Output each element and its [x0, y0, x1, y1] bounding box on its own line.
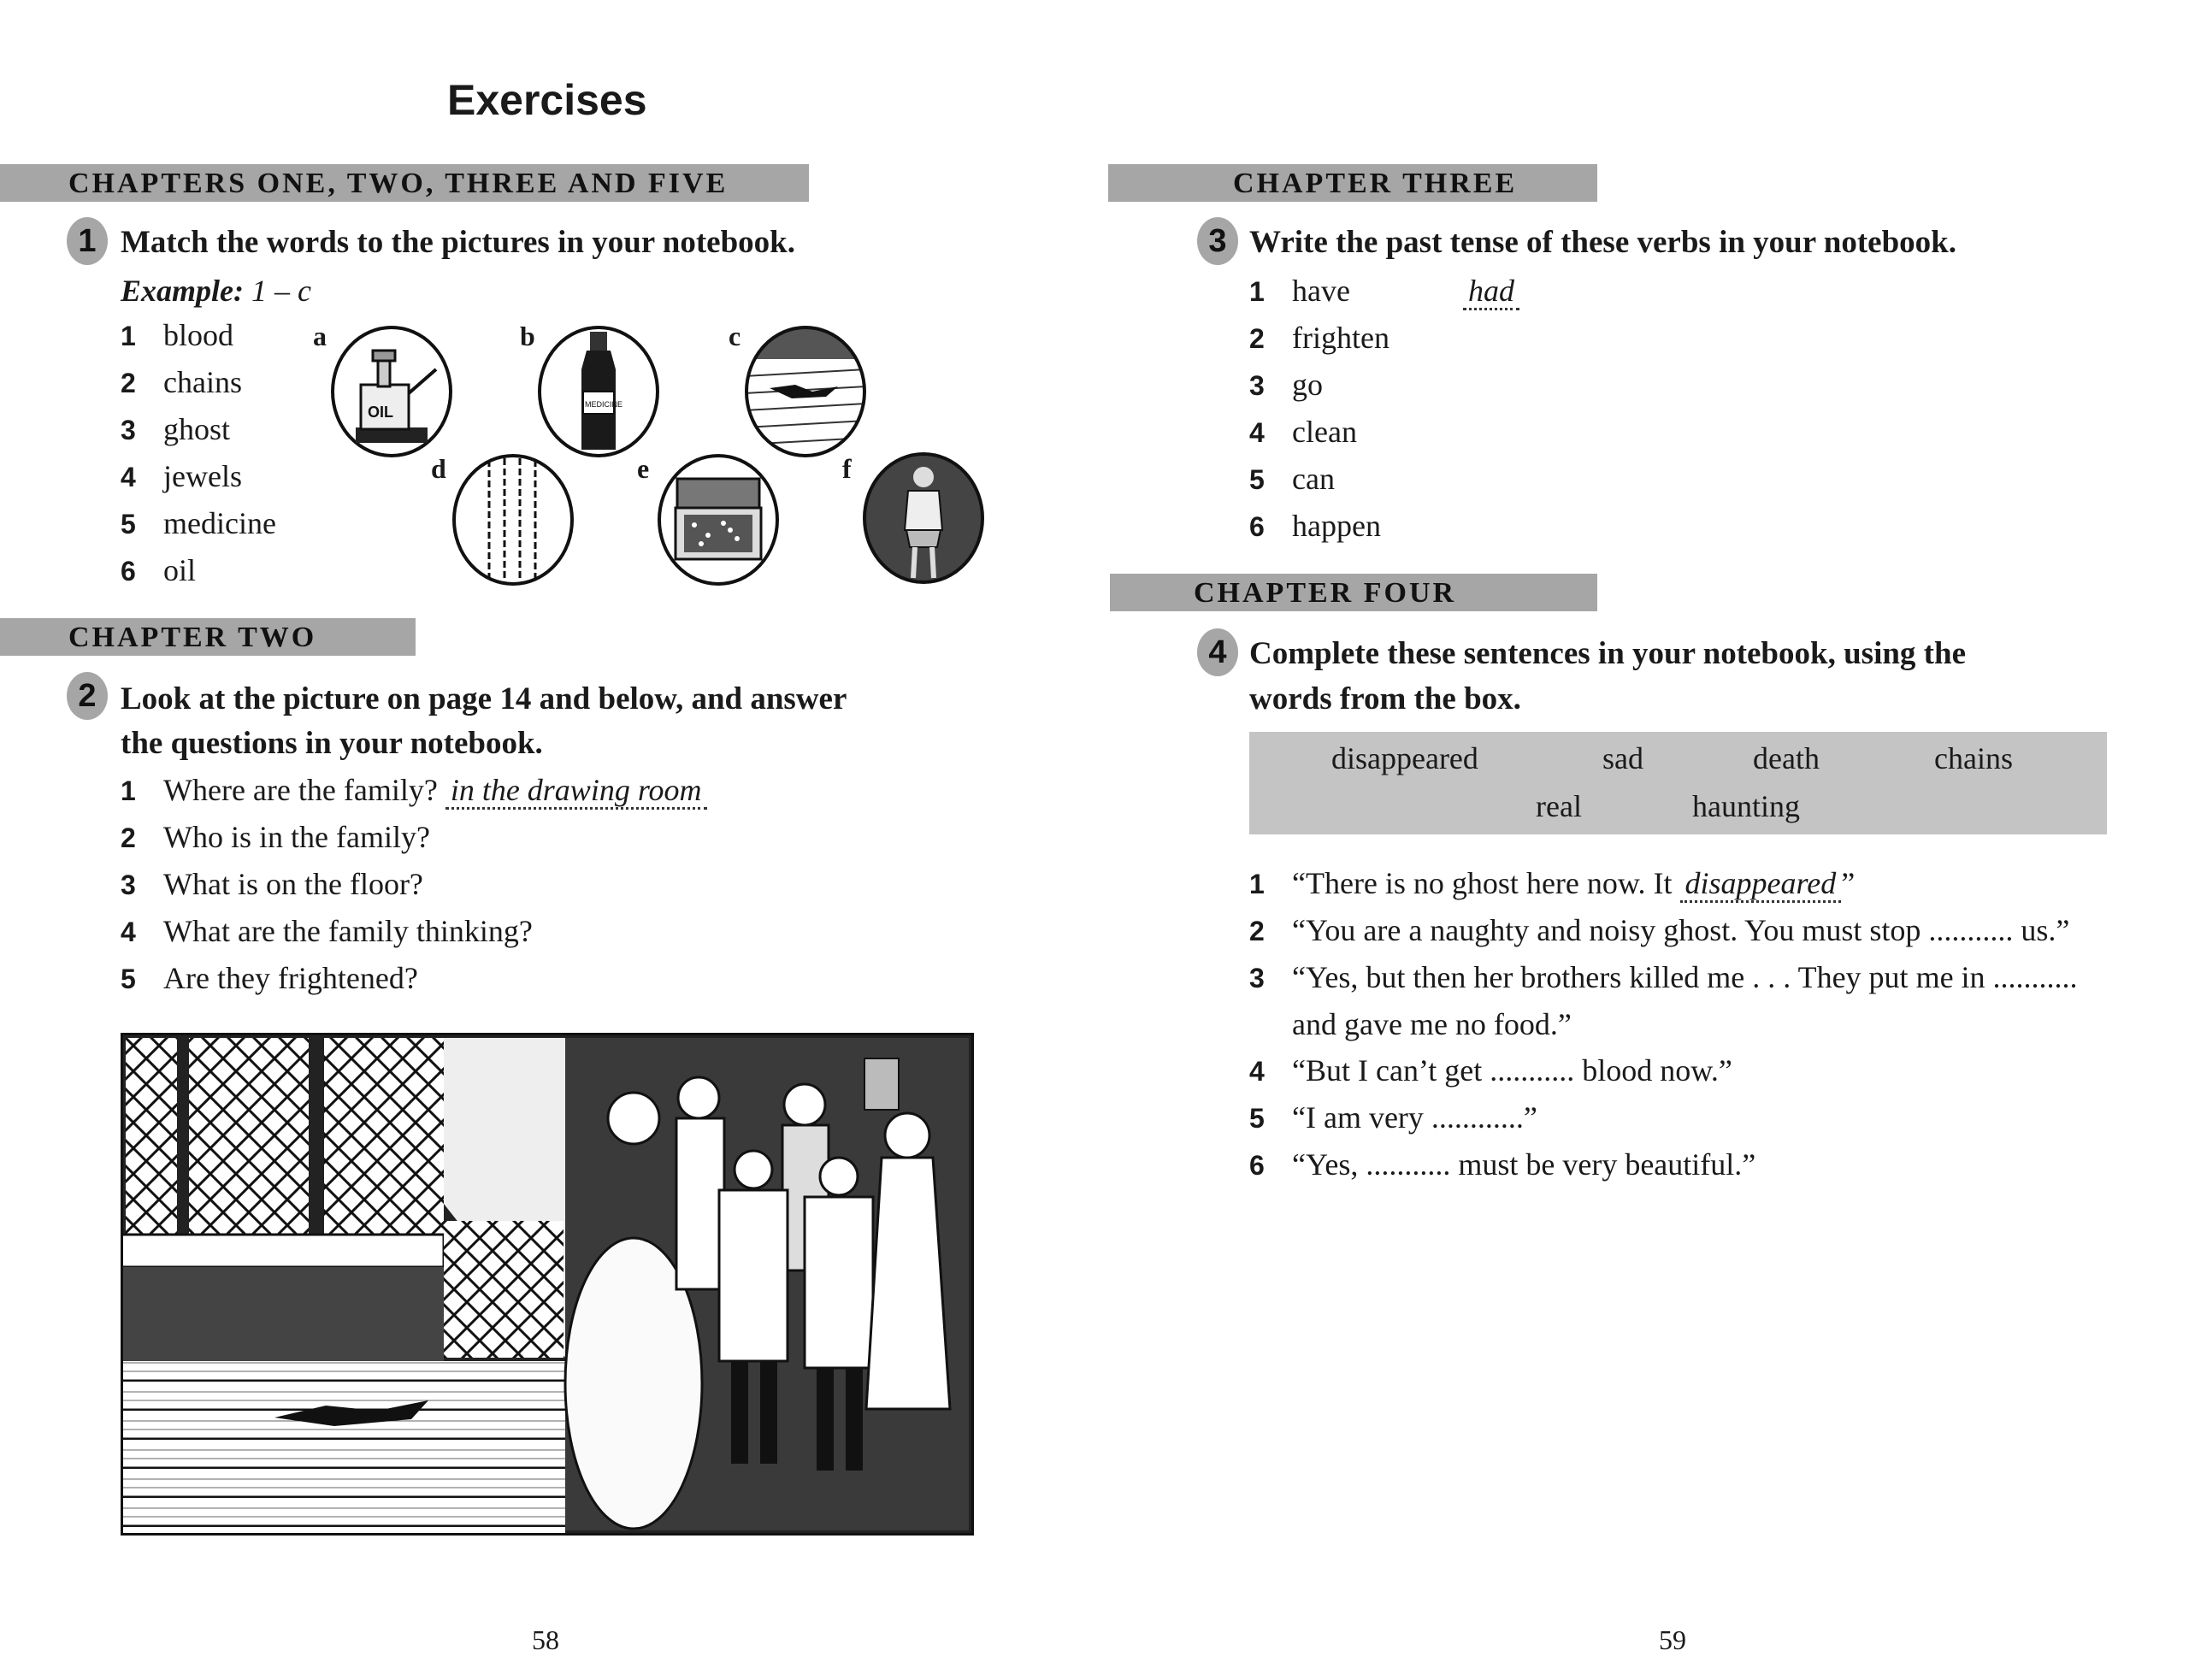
list-item: 2 “You are a naughty and noisy ghost. You must stop ........... us.” — [1249, 913, 2070, 947]
section-band-label: CHAPTERS ONE, TWO, THREE AND FIVE — [68, 168, 729, 199]
list-item: 5 “I am very ............” — [1249, 1100, 1537, 1135]
list-item: 3 What is on the floor? — [121, 867, 423, 901]
section-band-chapter-four — [1110, 574, 1597, 611]
box-word: death — [1753, 741, 1820, 775]
exercise-number-badge: 3 — [1197, 217, 1238, 265]
section-band-label: CHAPTER THREE — [1233, 168, 1518, 199]
oil-can-picture — [330, 325, 453, 458]
exercise-number-badge: 1 — [67, 217, 108, 265]
box-word: haunting — [1692, 789, 1800, 823]
list-item: 1 Where are the family? in the drawing room — [121, 767, 707, 814]
section-band-chapters-1235 — [0, 164, 809, 202]
example-label: Example: — [121, 274, 244, 308]
blood-stain-picture — [744, 325, 867, 458]
section-band-chapter-three — [1108, 164, 1597, 202]
word-list — [121, 312, 276, 594]
picture-label-d: d — [431, 453, 446, 484]
page-number-right: 59 — [1659, 1624, 1686, 1655]
sentence-list — [1249, 860, 2078, 1188]
answer-example: disappeared — [1680, 866, 1842, 903]
list-item: 4 jewels — [121, 459, 242, 493]
list-item: 1 blood — [121, 318, 234, 352]
exercise-instruction: Write the past tense of these verbs in your notebook. — [1249, 225, 1956, 260]
list-item: 3 “Yes, but then her brothers killed me . . . They put me in ........... — [1249, 960, 2078, 994]
exercise-instruction-line: the questions in your notebook. — [121, 726, 543, 761]
section-band-label: CHAPTER FOUR — [1194, 577, 1457, 609]
list-item: 5 medicine — [121, 506, 276, 540]
chains-picture — [451, 453, 575, 587]
word-box — [1249, 732, 2107, 834]
exercise-number-badge: 2 — [67, 672, 108, 720]
page-number-left: 58 — [532, 1624, 559, 1655]
exercise-instruction: Match the words to the pictures in your notebook. — [121, 225, 795, 260]
list-item: 4 “But I can’t get ........... blood now.” — [1249, 1053, 1732, 1088]
example-value: 1 – c — [251, 274, 311, 308]
ghost-picture — [862, 451, 985, 585]
box-word: sad — [1602, 741, 1643, 775]
box-word: chains — [1934, 741, 2013, 775]
picture-label-b: b — [520, 321, 535, 351]
exercise-instruction-line: words from the box. — [1249, 681, 1521, 716]
example-line — [121, 268, 311, 314]
exercise-number-badge: 4 — [1197, 628, 1238, 676]
medicine-bottle-picture — [537, 325, 660, 458]
list-item: 5 can — [1249, 462, 1335, 496]
list-item: 4 clean — [1249, 415, 1357, 449]
answer-example: in the drawing room — [445, 773, 707, 810]
list-item: 1 have had — [1249, 268, 1519, 315]
exercise-instruction-line: Complete these sentences in your notebook, using the — [1249, 636, 1966, 671]
list-item: 3 ghost — [121, 412, 231, 446]
medicine-label-text: MEDICINE — [585, 400, 623, 409]
list-item: 2 Who is in the family? — [121, 820, 430, 854]
family-illustration — [121, 1033, 974, 1536]
box-word: real — [1536, 789, 1582, 823]
section-band-label: CHAPTER TWO — [68, 622, 317, 653]
oil-label-text: OIL — [368, 404, 393, 421]
list-item: 4 What are the family thinking? — [121, 914, 533, 948]
list-item: 2 chains — [121, 365, 242, 399]
picture-label-f: f — [842, 453, 852, 484]
picture-label-a: a — [313, 321, 327, 351]
box-word: disappeared — [1331, 741, 1478, 775]
section-band-chapter-two — [0, 618, 416, 656]
picture-label-e: e — [637, 453, 650, 484]
page-title: Exercises — [447, 76, 647, 124]
list-item: 6 happen — [1249, 509, 1381, 543]
list-item: 1 “There is no ghost here now. It disappeared ” — [1249, 860, 2078, 907]
list-item: 6 oil — [121, 553, 197, 587]
picture-label-c: c — [729, 321, 741, 351]
list-item: 6 “Yes, ........... must be very beautiful.” — [1249, 1147, 1756, 1182]
question-list — [121, 767, 707, 1002]
exercise-instruction-line: Look at the picture on page 14 and below, and answer — [121, 681, 847, 716]
list-item: and gave me no food.” — [1292, 1007, 1572, 1041]
list-item: 2 frighten — [1249, 321, 1390, 355]
list-item: 5 Are they frightened? — [121, 961, 418, 995]
jewels-picture — [657, 453, 780, 587]
answer-example: had — [1463, 274, 1519, 310]
verb-list — [1249, 268, 1519, 550]
list-item: 3 go — [1249, 368, 1323, 402]
